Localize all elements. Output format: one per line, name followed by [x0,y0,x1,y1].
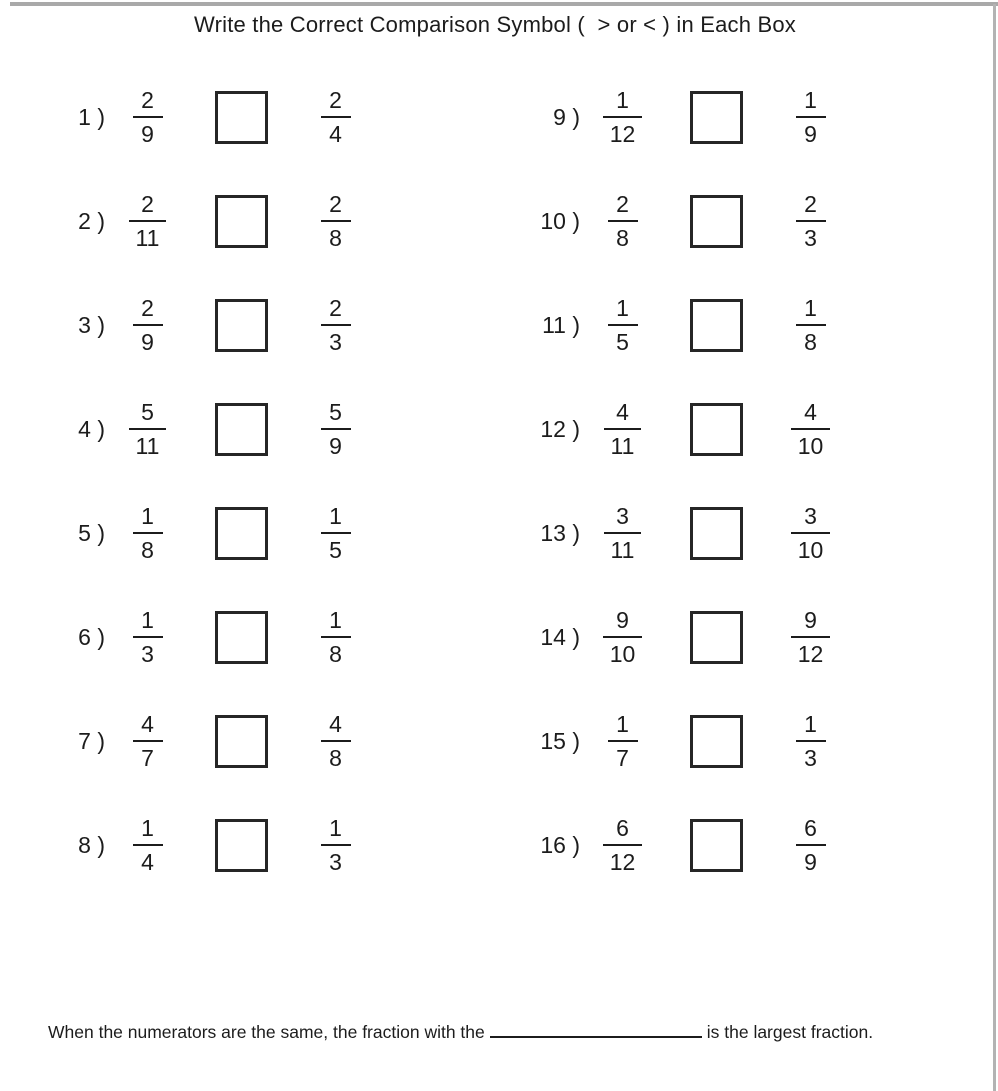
footer-text-before-blank: When the numerators are the same, the fraction with the [48,1022,485,1042]
right-fraction [796,87,826,147]
numerator: 1 [321,503,351,534]
answer-box[interactable] [690,91,743,144]
denominator: 7 [141,745,154,771]
answer-box[interactable] [690,195,743,248]
fill-in-blank[interactable] [490,1021,702,1038]
denominator: 9 [329,433,342,459]
numerator: 2 [133,295,163,326]
numerator: 1 [133,815,163,846]
left-fraction [604,503,642,563]
left-fraction [608,191,638,251]
problem-number: 12 ) [540,415,580,442]
denominator: 11 [610,537,635,563]
denominator: 3 [329,849,342,875]
numerator: 6 [603,815,643,846]
right-fraction [321,399,351,459]
left-fraction [608,711,638,771]
numerator: 6 [796,815,826,846]
problem-row-16 [515,812,853,878]
denominator: 5 [616,329,629,355]
problem-number: 1 ) [78,103,105,130]
answer-box[interactable] [215,819,268,872]
denominator: 11 [135,225,160,251]
problems-column-left [40,84,378,916]
numerator: 1 [796,87,826,118]
denominator: 8 [804,329,817,355]
left-fraction [133,711,163,771]
denominator: 8 [141,537,154,563]
answer-box[interactable] [215,299,268,352]
problem-row-4 [40,396,378,462]
numerator: 1 [796,711,826,742]
right-fraction [791,399,831,459]
right-fraction [796,815,826,875]
denominator: 8 [329,745,342,771]
problem-row-10 [515,188,853,254]
problem-row-14 [515,604,853,670]
numerator: 4 [133,711,163,742]
denominator: 9 [804,849,817,875]
left-fraction [133,503,163,563]
answer-box[interactable] [215,715,268,768]
problem-row-8 [40,812,378,878]
right-fraction [796,191,826,251]
denominator: 7 [616,745,629,771]
denominator: 5 [329,537,342,563]
denominator: 11 [610,433,635,459]
denominator: 8 [329,641,342,667]
numerator: 4 [791,399,831,430]
problem-row-1 [40,84,378,150]
problem-row-2 [40,188,378,254]
denominator: 9 [141,121,154,147]
numerator: 1 [133,607,163,638]
denominator: 8 [329,225,342,251]
denominator: 4 [329,121,342,147]
denominator: 9 [141,329,154,355]
problem-number: 13 ) [540,519,580,546]
right-fraction [321,607,351,667]
answer-box[interactable] [690,819,743,872]
problem-number: 7 ) [78,727,105,754]
numerator: 2 [796,191,826,222]
right-fraction [321,815,351,875]
numerator: 2 [321,295,351,326]
denominator: 4 [141,849,154,875]
answer-box[interactable] [690,299,743,352]
right-fraction [321,295,351,355]
left-fraction [133,815,163,875]
footer-sentence [48,1021,978,1043]
problem-number: 4 ) [78,415,105,442]
problem-number: 2 ) [78,207,105,234]
answer-box[interactable] [690,611,743,664]
right-fraction [796,295,826,355]
problem-number: 14 ) [540,623,580,650]
denominator: 10 [609,641,636,667]
denominator: 12 [609,121,636,147]
right-fraction [321,711,351,771]
denominator: 3 [804,225,817,251]
numerator: 1 [321,815,351,846]
numerator: 1 [608,295,638,326]
answer-box[interactable] [690,403,743,456]
left-fraction [603,815,643,875]
left-fraction [604,399,642,459]
denominator: 10 [797,433,824,459]
numerator: 9 [603,607,643,638]
problem-row-5 [40,500,378,566]
right-fraction [796,711,826,771]
denominator: 10 [797,537,824,563]
problem-row-12 [515,396,853,462]
numerator: 2 [133,87,163,118]
numerator: 1 [133,503,163,534]
problem-number: 5 ) [78,519,105,546]
numerator: 1 [603,87,643,118]
answer-box[interactable] [215,195,268,248]
left-fraction [133,87,163,147]
problems-column-right [515,84,853,916]
numerator: 1 [608,711,638,742]
problem-number: 3 ) [78,311,105,338]
answer-box[interactable] [215,507,268,560]
problem-row-9 [515,84,853,150]
footer-text-after-blank: is the largest fraction. [706,1022,874,1042]
problem-row-13 [515,500,853,566]
problem-number: 6 ) [78,623,105,650]
denominator: 8 [616,225,629,251]
problem-number: 10 ) [540,207,580,234]
numerator: 5 [129,399,167,430]
answer-box[interactable] [215,403,268,456]
numerator: 4 [604,399,642,430]
page-right-border [993,4,996,1091]
numerator: 2 [321,87,351,118]
numerator: 2 [608,191,638,222]
problem-row-11 [515,292,853,358]
problem-number: 11 ) [542,311,580,338]
numerator: 1 [796,295,826,326]
left-fraction [133,295,163,355]
left-fraction [603,607,643,667]
numerator: 2 [321,191,351,222]
right-fraction [321,503,351,563]
problem-number: 9 ) [553,103,580,130]
right-fraction [791,607,831,667]
answer-box[interactable] [215,611,268,664]
denominator: 9 [804,121,817,147]
denominator: 3 [804,745,817,771]
worksheet-title: Write the Correct Comparison Symbol ( > or < ) in Each Box [194,12,796,37]
answer-box[interactable] [690,507,743,560]
right-fraction [321,191,351,251]
denominator: 12 [609,849,636,875]
right-fraction [791,503,831,563]
denominator: 3 [141,641,154,667]
numerator: 3 [791,503,831,534]
numerator: 2 [129,191,167,222]
left-fraction [603,87,643,147]
left-fraction [608,295,638,355]
denominator: 11 [135,433,160,459]
page-top-border [10,2,998,6]
left-fraction [129,191,167,251]
denominator: 3 [329,329,342,355]
problem-number: 15 ) [540,727,580,754]
problem-row-3 [40,292,378,358]
problem-row-6 [40,604,378,670]
right-fraction [321,87,351,147]
left-fraction [133,607,163,667]
numerator: 3 [604,503,642,534]
problem-row-7 [40,708,378,774]
numerator: 4 [321,711,351,742]
numerator: 9 [791,607,831,638]
answer-box[interactable] [215,91,268,144]
left-fraction [129,399,167,459]
numerator: 1 [321,607,351,638]
denominator: 12 [797,641,824,667]
numerator: 5 [321,399,351,430]
problem-number: 16 ) [540,831,580,858]
problem-number: 8 ) [78,831,105,858]
answer-box[interactable] [690,715,743,768]
problem-row-15 [515,708,853,774]
